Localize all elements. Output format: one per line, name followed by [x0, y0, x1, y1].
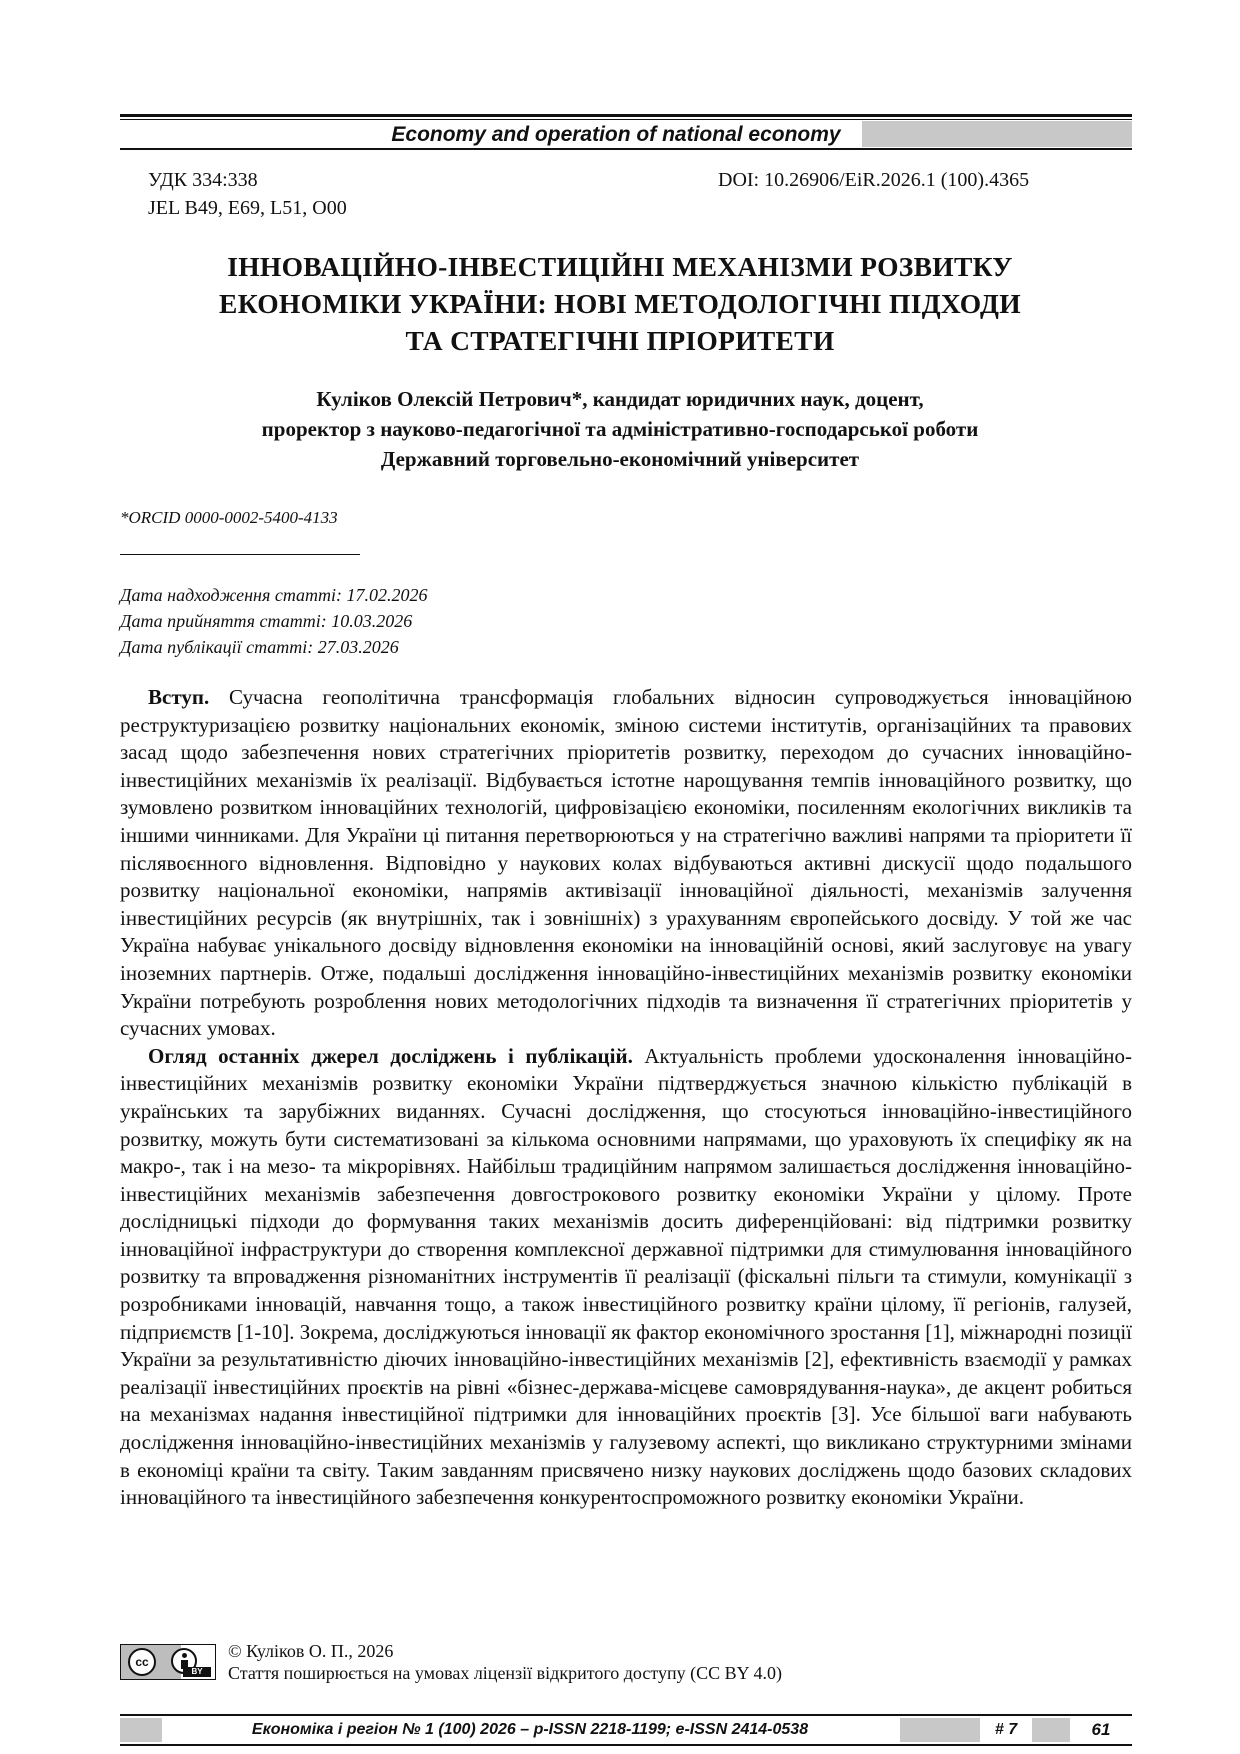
journal-info: Економіка і регіон № 1 (100) 2026 – p-ISSN 2218-1199; e-ISSN 2414-0538 — [251, 1721, 809, 1738]
cc-by-badge[interactable] — [120, 1644, 216, 1680]
cc-icon: cc — [128, 1648, 156, 1676]
footer-rule-top — [120, 1714, 1132, 1716]
review-heading: Огляд останніх джерел досліджень і публікацій. — [148, 1043, 633, 1068]
by-icon-head — [182, 1653, 187, 1658]
footer-rule-bottom — [120, 1744, 1132, 1746]
author-affiliation: Державний торговельно-економічний університет — [380, 447, 860, 471]
review-text: Актуальність проблеми удосконалення інноваційно-інвестиційних механізмів розвитку економіки України підтверджується значною кількістю публікацій в українських та зарубіжних виданнях. Сучасні дослідження, що стосуються інноваційно-інвестиційного розвитку, можуть бути систематизовані за кількома основними напрямами, що ураховують їх специфіку як на макро-, так і на мезо- та мікрорівнях. Найбільш традиційним напрямом залишається дослідження інноваційно-інвестиційних механізмів забезпечення довгострокового розвитку економіки України у цілому. Проте дослідницькі підходи до формування таких механізмів досить диференційовані: від підтримки розвитку інноваційної інфраструктури до створення комплексної державної підтримки для стимулювання інноваційного розвитку та впровадження різноманітних інструментів її реалізації (фіскальні пільги та стимули, комунікації з розробниками інновацій, навчання тощо, а також інвестиційного розвитку країни цілому, її регіонів, галузей, підприємств [1-10]. Зокрема, досліджуються інновації як фактор економічного зростання [1], міжнародні позиції України за результативністю діючих інноваційно-інвестиційних механізмів [2], ефективність взаємодії у рамках реалізації інвестиційних проєктів на рівні «бізнес-держава-місцеве самоврядування-наука», де акцент робиться на механізмах надання інвестиційної підтримки для інноваційних проєктів [3]. Усе більшої ваги набувають дослідження інноваційно-інвестиційних механізмів у галузевому аспекті, що викликано структурними змінами в економіці країни та світу. Таким завданням присвячено низку наукових досліджень щодо базових складових інноваційного та інвестиційного забезпечення конкурентоспроможного розвитку економіки України. — [120, 1043, 1132, 1510]
date-accepted: Дата прийняття статті: 10.03.2026 — [120, 611, 413, 631]
header-rule-thin — [120, 119, 1132, 120]
orcid-note: *ORCID 0000-0002-5400-4133 — [120, 508, 338, 527]
page-number: 61 — [1091, 1720, 1111, 1739]
intro-paragraph — [120, 684, 1132, 1043]
date-received: Дата надходження статті: 17.02.2026 — [120, 585, 428, 605]
footnote-rule — [120, 554, 360, 555]
article-body — [120, 684, 1132, 1512]
author-name-degree: Куліков Олексій Петрович*, кандидат юридичних наук, доцент, — [316, 387, 924, 411]
udk-code: УДК 334:338 — [148, 169, 258, 191]
title-line: ТА СТРАТЕГІЧНІ ПРІОРИТЕТИ — [405, 325, 835, 356]
article-dates — [120, 582, 428, 660]
by-label: BY — [183, 1667, 211, 1677]
footer-grey-block — [1032, 1718, 1070, 1742]
header-rule-top — [120, 114, 1132, 117]
intro-heading: Вступ. — [148, 685, 210, 709]
running-footer — [120, 1718, 1132, 1742]
section-title: Economy and operation of national economy — [391, 123, 841, 146]
copyright-line: © Куліков О. П., 2026 — [228, 1641, 394, 1661]
date-published: Дата публікації статті: 27.03.2026 — [120, 637, 399, 657]
author-block — [120, 384, 1120, 474]
intro-text: Сучасна геополітична трансформація глобальних відносин супроводжується інноваційною реструктуризацією розвитку національних економік, зміною системи інститутів, організаційних та правових засад щодо забезпечення нових стратегічних пріоритетів розвитку, переходом до сучасних інноваційно-інвестиційних механізмів їх реалізації. Відбувається істотне нарощування темпів інноваційного розвитку, що зумовлено розвитком інноваційних технологій, цифровізацією економіки, посиленням екологічних викликів та іншими чинниками. Для України ці питання перетворюються у на стратегічно важливі напрями та пріоритети її післявоєнного відновлення. Відповідно у наукових колах відбуваються активні дискусії щодо подальшого розвитку національної економіки, напрямів активізації інноваційної діяльності, механізмів залучення інвестиційних ресурсів (як внутрішніх, так і зовнішніх) з урахуванням європейського досвіду. У той же час Україна набуває унікального досвіду відновлення економіки на інноваційній основі, який заслуговує на увагу іноземних партнерів. Отже, подальші дослідження інноваційно-інвестиційних механізмів розвитку економіки України потребують розроблення нових методологічних підходів та визначення її стратегічних пріоритетів у сучасних умовах. — [120, 685, 1132, 1041]
article-title — [120, 248, 1120, 359]
header-grey-block — [862, 121, 1132, 147]
running-header — [120, 121, 1132, 149]
footer-grey-block — [900, 1718, 980, 1742]
title-line: ІННОВАЦІЙНО-ІНВЕСТИЦІЙНІ МЕХАНІЗМИ РОЗВИТКУ — [227, 251, 1013, 282]
issue-number: # 7 — [994, 1721, 1018, 1738]
author-position: проректор з науково-педагогічної та адміністративно-господарської роботи — [261, 417, 979, 441]
jel-codes: JEL B49, E69, L51, O00 — [148, 197, 347, 219]
license-text — [228, 1640, 782, 1684]
license-terms: Стаття поширюється на умовах ліцензії відкритого доступу (CC BY 4.0) — [228, 1663, 782, 1683]
footer-grey-block — [120, 1718, 162, 1742]
review-paragraph — [120, 1043, 1132, 1512]
title-line: ЕКОНОМІКИ УКРАЇНИ: НОВІ МЕТОДОЛОГІЧНІ ПІДХОДИ — [219, 288, 1021, 319]
license-block — [120, 1640, 1132, 1690]
doi: DOI: 10.26906/EiR.2026.1 (100).4365 — [718, 169, 1030, 191]
header-rule-bottom — [120, 148, 1132, 150]
